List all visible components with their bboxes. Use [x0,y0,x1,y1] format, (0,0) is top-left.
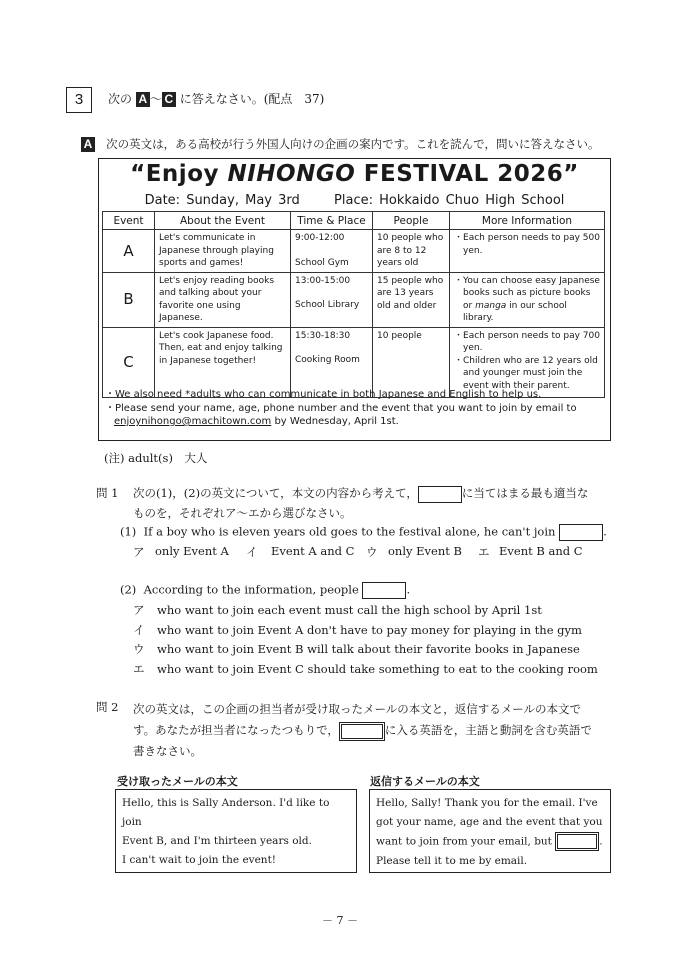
choice-text: Event A and C [271,544,355,558]
header-people: People [373,212,450,230]
q2-line1: 次の英文は，この企画の担当者が受け取ったメールの本文と，返信するメールの本文で [133,702,582,716]
event-people: 15 people who are 13 years old and older [373,272,450,327]
answer-blank [339,722,385,741]
info-bullet: ・Children who are 12 years old and younger must join the event with their parent. [454,355,598,391]
flyer-title-close: FESTIVAL 2026” [355,161,579,187]
info-bullet: ・You can choose easy Japanese books such as picture books or manga in our school library. [454,275,600,323]
answer-blank[interactable] [555,832,599,851]
flyer-note-2: ・Please send your name, age, phone number and the event that you want to join by email to [105,402,577,414]
mail-line: Please tell it to me by email. [376,854,528,867]
flyer-title-italic: NIHONGO [227,161,356,187]
question-intro [108,90,324,107]
answer-blank [418,486,462,503]
intro-pre: 次の [108,92,133,106]
info-bullet: ・Each person needs to pay 500 yen. [454,233,600,256]
flyer-notes [105,388,577,429]
choice-mark: イ [246,545,258,559]
answer-blank [559,524,603,541]
event-place: School Library [295,300,360,310]
q1-label: 問 1 [96,486,119,500]
q1-s1-text: If a boy who is eleven years old goes to the festival alone, he can't join [143,524,556,539]
mail-line: want to join from your email, but . [376,832,604,852]
q1-text-pre: 次の(1)，(2)の英文について，本文の内容から考えて， [133,486,418,500]
choice-text: only Event A [155,544,229,558]
choice-mark: エ [133,661,145,676]
info-text: Children who are 12 years old and younger must join the event with their parent. [463,355,598,391]
info-text-pre: You can choose easy Japanese books such as picture books or [463,275,600,311]
header-time-place: Time & Place [291,212,373,230]
choice-mark: エ [478,545,490,559]
flyer-title-open: “Enjoy [130,161,228,187]
intro-tilde: 〜 [149,92,162,106]
q2-line3: 書きなさい。 [133,744,202,758]
reply-line3-text: want to join from your email, but [376,835,552,848]
event-info [450,272,605,327]
footnote: (注) adult(s) 大人 [104,451,208,465]
received-mail-box [115,789,357,873]
section-a-label: A [81,137,95,152]
q2-instruction [133,699,618,762]
flyer-note-1: ・We also need *adults who can communicate in both Japanese and English to help us. [105,389,542,400]
choice-mark: イ [133,622,145,637]
flyer-email: enjoynihongo@machitown.com [114,416,272,427]
event-time-place [291,230,373,273]
mail-line: I can't wait to join the event! [122,854,277,866]
event-about: Let's communicate in Japanese through playing sports and games! [155,230,291,273]
event-about: Let's cook Japanese food. Then, eat and enjoy talking in Japanese together! [155,327,291,397]
q1-s2-num: (2) [120,582,137,597]
intro-label-a: A [136,92,150,107]
choice-text: who want to join each event must call the high school by April 1st [157,603,542,617]
q1-s1: (1) If a boy who is eleven years old goes to the festival alone, he can't join . [120,524,607,541]
table-row [103,230,605,273]
mail-line: got your name, age and the event that you [376,816,603,828]
event-table [102,211,605,398]
event-time-place [291,272,373,327]
flyer-title [99,161,610,187]
choice [133,621,598,641]
info-text-italic: manga [475,300,507,311]
q1-instruction [133,485,613,503]
event-time: 15:30-18:30 [295,330,351,341]
page-number: － 7 － [322,914,358,927]
header-event: Event [103,212,155,230]
q2-line2-pre: す。あなたが担当者になったつもりで， [133,723,339,737]
choice-mark: ウ [366,545,378,559]
event-time: 9:00-12:00 [295,233,345,243]
event-people: 10 people [373,327,450,397]
flyer-date: Date: Sunday, May 3rd [144,193,300,208]
event-table-header [103,212,605,230]
choice-mark: ウ [133,642,145,656]
q2-line2 [133,720,618,741]
mail-line: Hello, this is Sally Anderson. I'd like to join [122,797,330,828]
q1-s2-choices [133,601,598,679]
event-time-place [291,327,373,397]
choice [133,660,598,680]
choice-text: Event B and C [499,544,583,558]
section-a-heading [81,133,599,152]
event-label: A [103,230,155,273]
question-number: 3 [66,87,92,113]
mail-line: Event B, and I'm thirteen years old. [122,835,312,847]
choice [133,601,598,621]
flyer-place: Place: Hokkaido Chuo High School [334,193,565,208]
festival-flyer [98,158,611,441]
received-mail-header: 受け取ったメールの本文 [117,775,238,788]
section-a-instruction: 次の英文は，ある高校が行う外国人向けの企画の案内です。これを読んで，問いに答えなさい。 [106,137,600,151]
event-place: School Gym [295,257,349,268]
info-text: Each person needs to pay 700 yen. [463,330,600,353]
flyer-note-2-cont [105,415,577,429]
choice-text: who want to join Event B will talk about their favorite books in Japanese [157,642,580,656]
flyer-note-2-end: by Wednesday, April 1st. [271,416,399,427]
flyer-subtitle [99,193,610,208]
header-about: About the Event [155,212,291,230]
answer-blank [362,582,406,599]
choice-text: only Event B [388,544,462,558]
q1-s1-num: (1) [120,524,137,539]
event-about: Let's enjoy reading books and talking about your favorite one using Japanese. [155,272,291,327]
q1-s2: (2) According to the information, people . [120,582,410,599]
table-row [103,327,605,397]
reply-mail-box [369,789,611,873]
event-label: B [103,272,155,327]
event-people: 10 people who are 8 to 12 years old [373,230,450,273]
choice-text: who want to join Event A don't have to pay money for playing in the gym [157,622,582,637]
table-row [103,272,605,327]
reply-mail-header: 返信するメールの本文 [370,775,480,788]
q1-s2-text: According to the information, people [143,582,359,597]
info-text-post: in our school library. [463,300,567,323]
q1-text-post: に当てはまる最も適当な [461,486,589,500]
event-label: C [103,327,155,397]
info-text: Each person needs to pay 500 yen. [463,233,600,256]
event-time: 13:00-15:00 [295,275,351,286]
event-info [450,327,605,397]
info-bullet: ・Each person needs to pay 700 yen. [454,330,600,353]
mail-line: Hello, Sally! Thank you for the email. I've [376,797,598,809]
choice [133,640,598,660]
intro-post: に答えなさい。(配点 37) [179,92,325,106]
choice-mark: ア [133,545,145,559]
header-more-info: More Information [450,212,605,230]
q1-instruction-line2: ものを，それぞれア〜エから選びなさい。 [133,506,352,520]
event-place: Cooking Room [295,355,360,365]
q2-line2-post: に入る英語を，主語と動詞を含む英語で [384,723,592,737]
choice-mark: ア [133,603,145,617]
intro-label-c: C [162,92,176,107]
q2-label: 問 2 [96,700,119,714]
choice-text: who want to join Event C should take something to eat to the cooking room [157,661,598,676]
event-info [450,230,605,273]
